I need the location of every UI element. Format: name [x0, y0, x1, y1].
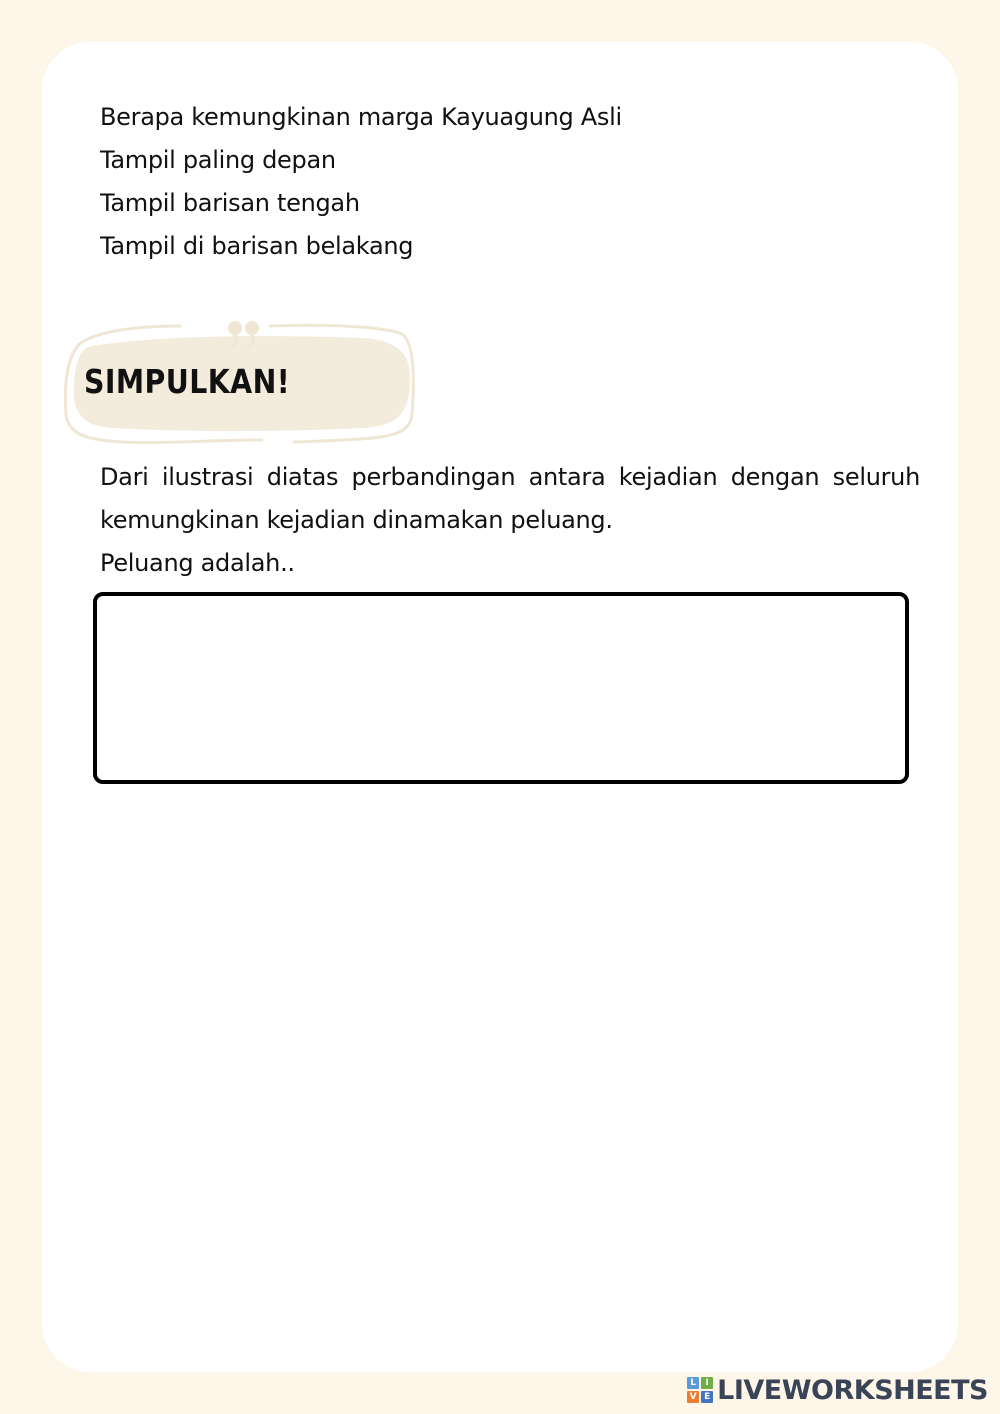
option-back: Tampil di barisan belakang [100, 232, 414, 260]
logo-icon [687, 1377, 713, 1403]
answer-prompt: Peluang adalah.. [100, 549, 295, 577]
brand-name: LIVEWORKSHEETS [717, 1374, 988, 1406]
badge-label: SIMPULKAN! [84, 362, 291, 401]
liveworksheets-logo [687, 1374, 988, 1406]
logo-cell-v: V [687, 1391, 699, 1403]
logo-cell-l: L [687, 1377, 699, 1389]
answer-input[interactable] [93, 592, 909, 784]
logo-cell-i: I [701, 1377, 713, 1389]
question-text: Berapa kemungkinan marga Kayuagung Asli [100, 103, 622, 131]
option-front: Tampil paling depan [100, 146, 336, 174]
conclusion-block [100, 456, 920, 585]
option-middle: Tampil barisan tengah [100, 189, 360, 217]
conclusion-paragraph: Dari ilustrasi diatas perbandingan antara kejadian dengan seluruh kemungkinan kejadian dinamakan peluang. [100, 463, 920, 534]
question-block [100, 96, 920, 268]
logo-cell-e: E [701, 1391, 713, 1403]
